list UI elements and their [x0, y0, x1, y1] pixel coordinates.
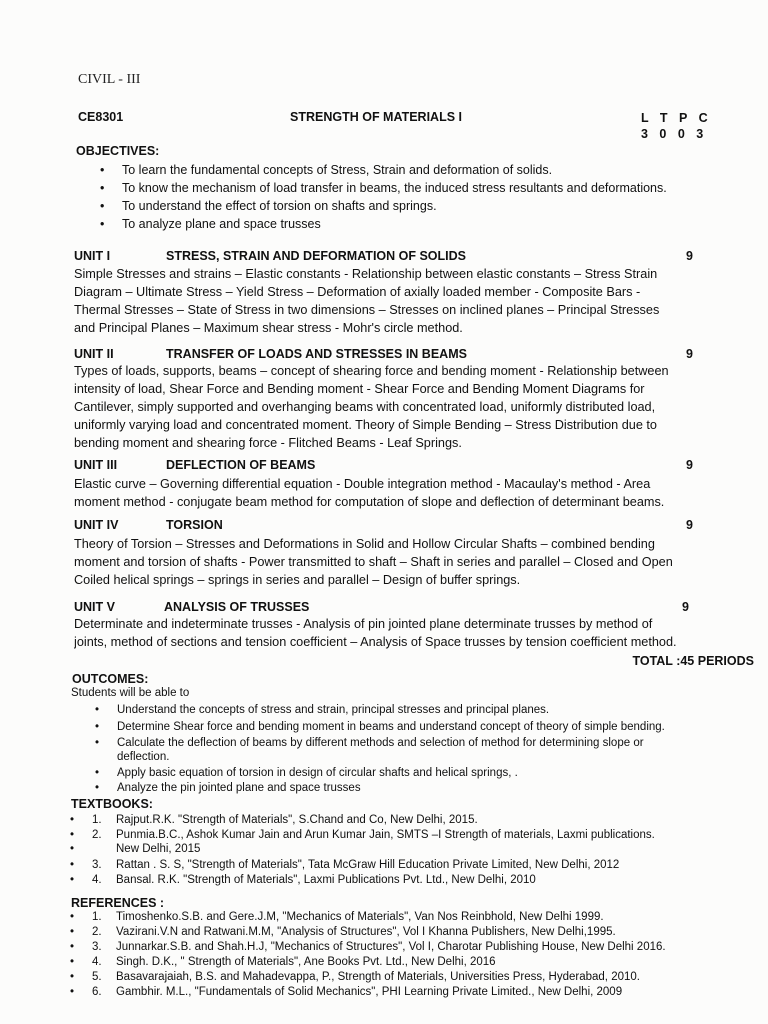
unit-title: DEFLECTION OF BEAMS — [166, 458, 316, 472]
objective-item: • To know the mechanism of load transfer in beams, the induced stress resultants and deformations. — [122, 181, 667, 195]
textbook-item — [92, 874, 536, 886]
item-number: 1. — [92, 814, 102, 826]
department-label: CIVIL - III — [78, 72, 141, 87]
unit-line: intensity of load, Shear Force and Bending moment - Shear Force and Bending Moment Diagrams for — [74, 382, 645, 396]
textbook-item-continued — [92, 843, 200, 855]
item-text: Punmia.B.C., Ashok Kumar Jain and Arun Kumar Jain, SMTS –I Strength of materials, Laxmi publications. — [116, 829, 655, 841]
unit-title: STRESS, STRAIN AND DEFORMATION OF SOLIDS — [166, 249, 467, 263]
unit-line: bending moment and shearing force - Flitched Beams - Leaf Springs. — [74, 436, 462, 450]
item-text: Vazirani.V.N and Ratwani.M.M, "Analysis of Structures", Vol I Khanna Publishers, New Delhi,1995. — [116, 926, 616, 938]
unit-description — [74, 535, 768, 589]
textbook-item — [92, 859, 619, 871]
unit-line: Thermal Stresses – State of Stress in two dimensions – Stresses on inclined planes – Principal Stresses — [74, 303, 660, 317]
reference-item — [92, 926, 616, 938]
item-number: 2. — [92, 926, 102, 938]
outcome-item: • Calculate the deflection of beams by different methods and selection of method for determining slope or — [117, 737, 644, 749]
outcome-item: • Analyze the pin jointed plane and space trusses — [117, 782, 361, 794]
unit-line: moment method - conjugate beam method for computation of slope and deflection of determinant beams. — [74, 495, 665, 509]
item-number: 2. — [92, 829, 102, 841]
course-title: STRENGTH OF MATERIALS I — [290, 110, 462, 124]
unit-hours: 9 — [686, 249, 693, 263]
textbook-item — [92, 814, 478, 826]
unit-hours: 9 — [686, 518, 693, 532]
objective-item: • To understand the effect of torsion on shafts and springs. — [122, 199, 437, 213]
textbooks-heading: TEXTBOOKS: — [71, 797, 153, 811]
item-number: 4. — [92, 874, 102, 886]
item-number: 3. — [92, 941, 102, 953]
reference-item — [92, 971, 640, 983]
item-text: New Delhi, 2015 — [116, 843, 201, 855]
unit-description — [74, 615, 768, 651]
unit-title: ANALYSIS OF TRUSSES — [164, 600, 310, 614]
unit-line: uniformly varying load and concentrated moment. Theory of Simple Bending – Stress Distribution due to — [74, 418, 657, 432]
item-text: Basavarajaiah, B.S. and Mahadevappa, P., Strength of Materials, Universities Press, Hyderabad, 2010. — [116, 971, 640, 983]
item-text: Rajput.R.K. "Strength of Materials", S.Chand and Co, New Delhi, 2015. — [116, 814, 478, 826]
unit-description — [74, 362, 768, 452]
textbook-item — [92, 829, 655, 841]
item-text: Timoshenko.S.B. and Gere.J.M, "Mechanics of Materials", Van Nos Reinbhold, New Delhi 1999. — [116, 911, 604, 923]
unit-title: TORSION — [166, 518, 223, 532]
unit-line: moment and torsion of shafts - Power transmitted to shaft – Shaft in series and parallel – Closed and Open — [74, 555, 673, 569]
unit-line: and Principal Planes – Maximum shear stress - Mohr's circle method. — [74, 321, 463, 335]
outcomes-heading: OUTCOMES: — [72, 672, 149, 686]
unit-label: UNIT I — [74, 249, 111, 263]
unit-line: Theory of Torsion – Stresses and Deformations in Solid and Hollow Circular Shafts – combined bending — [74, 537, 655, 551]
outcome-item: • Apply basic equation of torsion in design of circular shafts and helical springs, . — [117, 767, 518, 779]
course-code: CE8301 — [78, 110, 124, 124]
unit-hours: 9 — [686, 347, 693, 361]
unit-hours: 9 — [682, 600, 689, 614]
references-heading: REFERENCES : — [71, 896, 165, 910]
unit-line: Simple Stresses and strains – Elastic constants - Relationship between elastic constants – Stress Strain — [74, 267, 658, 281]
unit-line: Elastic curve – Governing differential equation - Double integration method - Macaulay's method - Area — [74, 477, 651, 491]
reference-item — [92, 956, 496, 968]
reference-item — [92, 911, 604, 923]
outcomes-intro: Students will be able to — [71, 687, 190, 699]
unit-description — [74, 265, 768, 337]
outcome-item: • Understand the concepts of stress and strain, principal stresses and principal planes. — [117, 704, 549, 716]
unit-title: TRANSFER OF LOADS AND STRESSES IN BEAMS — [166, 347, 467, 361]
unit-line: joints, method of sections and tension coefficient – Analysis of Space trusses by tension coefficient method. — [74, 635, 677, 649]
unit-line: Determinate and indeterminate trusses - Analysis of pin jointed plane determinate trusses by method of — [74, 617, 653, 631]
unit-label: UNIT V — [74, 600, 115, 614]
unit-description — [74, 475, 768, 511]
item-number: 3. — [92, 859, 102, 871]
item-number: 4. — [92, 956, 102, 968]
unit-line: Coiled helical springs – springs in series and parallel – Design of buffer springs. — [74, 573, 521, 587]
unit-line: Diagram – Ultimate Stress – Yield Stress – Deformation of axially loaded member - Composite Bars - — [74, 285, 641, 299]
outcome-item-continued: deflection. — [117, 751, 170, 763]
item-text: Rattan . S. S, "Strength of Materials", Tata McGraw Hill Education Private Limited, New Delhi, 2012 — [116, 859, 620, 871]
unit-label: UNIT III — [74, 458, 118, 472]
ltpc-block — [641, 110, 712, 142]
reference-item — [92, 986, 622, 998]
item-number: 1. — [92, 911, 102, 923]
objective-item: • To learn the fundamental concepts of Stress, Strain and deformation of solids. — [122, 163, 552, 177]
reference-item — [92, 941, 666, 953]
item-text: Gambhir. M.L., "Fundamentals of Solid Mechanics", PHI Learning Private Limited., New Delhi, 2009 — [116, 986, 623, 998]
total-periods: TOTAL :45 PERIODS — [632, 654, 754, 668]
item-number: 6. — [92, 986, 102, 998]
objectives-heading: OBJECTIVES: — [76, 144, 160, 158]
objective-item: • To analyze plane and space trusses — [122, 217, 321, 231]
outcome-item: • Determine Shear force and bending moment in beams and understand concept of theory of simple bending. — [117, 721, 665, 733]
item-text: Junnarkar.S.B. and Shah.H.J, "Mechanics of Structures", Vol I, Charotar Publishing House, New Delhi 2016. — [116, 941, 666, 953]
item-number: 5. — [92, 971, 102, 983]
item-text: Singh. D.K., " Strength of Materials", Ane Books Pvt. Ltd., New Delhi, 2016 — [116, 956, 496, 968]
unit-line: Cantilever, simply supported and overhanging beams with concentrated load, uniformly distributed load, — [74, 400, 656, 414]
unit-label: UNIT IV — [74, 518, 119, 532]
item-text: Bansal. R.K. "Strength of Materials", Laxmi Publications Pvt. Ltd., New Delhi, 2010 — [116, 874, 536, 886]
ltpc-values: 3 0 0 3 — [641, 127, 708, 141]
ltpc-label: L T P C — [641, 111, 712, 125]
unit-label: UNIT II — [74, 347, 114, 361]
unit-line: Types of loads, supports, beams – concept of shearing force and bending moment - Relationship between — [74, 364, 669, 378]
unit-hours: 9 — [686, 458, 693, 472]
